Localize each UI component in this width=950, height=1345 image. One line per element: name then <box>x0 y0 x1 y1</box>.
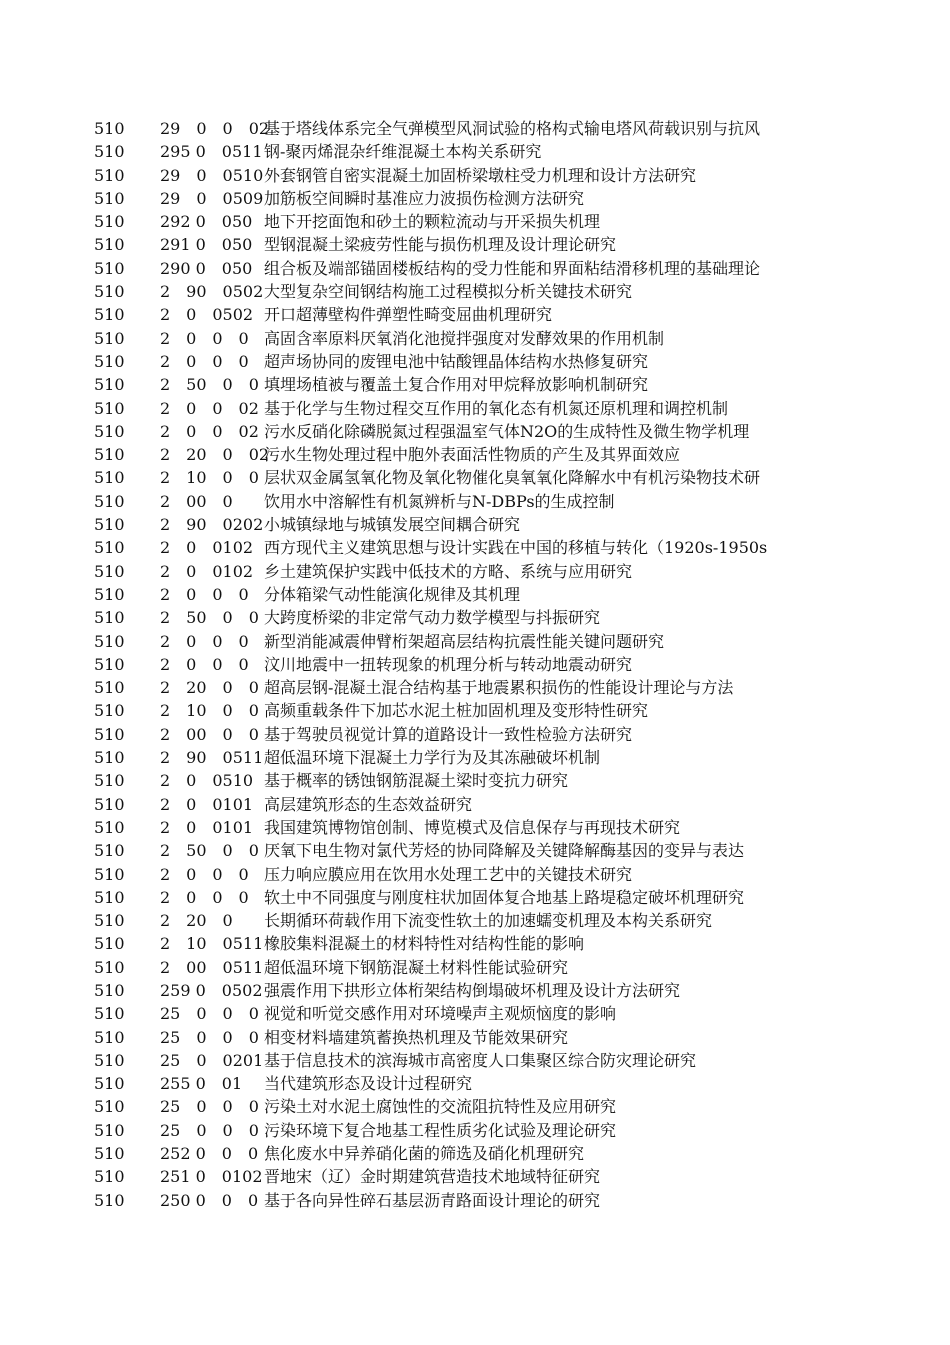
row-number: 2 0 0 02 <box>160 398 259 418</box>
row-code: 510 <box>94 538 125 558</box>
row-title: 我国建筑博物馆创制、博览模式及信息保存与再现技术研究 <box>264 817 681 837</box>
project-list <box>94 117 914 1212</box>
row-number: 2 0 0 0 <box>160 351 249 371</box>
row-number: 255 0 01 <box>160 1074 243 1094</box>
row-title: 层状双金属氢氧化物及氧化物催化臭氧氧化降解水中有机污染物技术研 <box>264 468 761 488</box>
row-code: 510 <box>94 305 125 325</box>
row-code: 510 <box>94 748 125 768</box>
list-item <box>94 466 914 489</box>
row-code: 510 <box>94 1004 125 1024</box>
list-item <box>94 560 914 583</box>
row-code: 510 <box>94 561 125 581</box>
row-title: 高频重载条件下加芯水泥土桩加固机理及变形特性研究 <box>264 701 649 721</box>
list-item <box>94 443 914 466</box>
row-title: 组合板及端部锚固楼板结构的受力性能和界面粘结滑移机理的基础理论 <box>264 258 761 278</box>
row-number: 2 0 0101 <box>160 794 254 814</box>
row-code: 510 <box>94 1097 125 1117</box>
row-code: 510 <box>94 887 125 907</box>
row-title: 当代建筑形态及设计过程研究 <box>264 1074 473 1094</box>
list-item <box>94 699 914 722</box>
row-code: 510 <box>94 817 125 837</box>
row-number: 291 0 050 <box>160 235 253 255</box>
row-code: 510 <box>94 724 125 744</box>
row-title: 大跨度桥梁的非定常气动力数学模型与抖振研究 <box>264 608 601 628</box>
list-item <box>94 187 914 210</box>
row-number: 2 10 0 0 <box>160 701 259 721</box>
list-item <box>94 513 914 536</box>
row-code: 510 <box>94 980 125 1000</box>
list-item <box>94 1165 914 1188</box>
row-title: 晋地宋（辽）金时期建筑营造技术地域特征研究 <box>264 1167 601 1187</box>
row-title: 型钢混凝土梁疲劳性能与损伤机理及设计理论研究 <box>264 235 617 255</box>
row-code: 510 <box>94 282 125 302</box>
row-number: 251 0 0102 <box>160 1167 263 1187</box>
row-code: 510 <box>94 1120 125 1140</box>
list-item <box>94 606 914 629</box>
list-item <box>94 863 914 886</box>
row-title: 钢-聚丙烯混杂纤维混凝土本构关系研究 <box>264 142 542 162</box>
row-number: 2 90 0202 <box>160 515 264 535</box>
row-number: 295 0 0511 <box>160 142 263 162</box>
row-title: 长期循环荷载作用下流变性软土的加速蠕变机理及本构关系研究 <box>264 911 713 931</box>
list-item <box>94 1142 914 1165</box>
row-code: 510 <box>94 119 125 138</box>
row-number: 250 0 0 0 <box>160 1190 259 1210</box>
row-title: 污染土对水泥土腐蚀性的交流阻抗特性及应用研究 <box>264 1097 617 1117</box>
row-title: 西方现代主义建筑思想与设计实践在中国的移植与转化（1920s-1950s <box>264 538 768 558</box>
row-number: 2 0 0 0 <box>160 887 249 907</box>
row-title: 高层建筑形态的生态效益研究 <box>264 794 473 814</box>
list-item <box>94 397 914 420</box>
list-item <box>94 117 914 140</box>
list-item <box>94 839 914 862</box>
list-item <box>94 1095 914 1118</box>
row-title: 视觉和听觉交感作用对环境噪声主观烦恼度的影响 <box>264 1004 617 1024</box>
row-title: 强震作用下拱形立体桁架结构倒塌破坏机理及设计方法研究 <box>264 980 681 1000</box>
row-number: 290 0 050 <box>160 258 253 278</box>
row-code: 510 <box>94 491 125 511</box>
list-item <box>94 1189 914 1212</box>
row-title: 超声场协同的废锂电池中钴酸锂晶体结构水热修复研究 <box>264 351 649 371</box>
row-code: 510 <box>94 142 125 162</box>
row-number: 25 0 0 0 <box>160 1027 259 1047</box>
row-code: 510 <box>94 212 125 232</box>
row-number: 25 0 0 0 <box>160 1097 259 1117</box>
row-number: 2 0 0101 <box>160 817 254 837</box>
row-title: 污染环境下复合地基工程性质劣化试验及理论研究 <box>264 1120 617 1140</box>
list-item <box>94 909 914 932</box>
list-item <box>94 1072 914 1095</box>
row-title: 外套钢管自密实混凝土加固桥梁墩柱受力机理和设计方法研究 <box>264 165 697 185</box>
list-item <box>94 1026 914 1049</box>
row-number: 2 50 0 0 <box>160 841 259 861</box>
row-number: 2 00 0 0 <box>160 724 259 744</box>
row-number: 2 0 0 0 <box>160 328 249 348</box>
row-title: 焦化废水中异养硝化菌的筛选及硝化机理研究 <box>264 1144 585 1164</box>
row-number: 29 0 0510 <box>160 165 264 185</box>
row-code: 510 <box>94 398 125 418</box>
row-title: 基于塔线体系完全气弹模型风洞试验的格构式输电塔风荷载识别与抗风 <box>264 119 761 138</box>
row-code: 510 <box>94 1167 125 1187</box>
list-item <box>94 653 914 676</box>
row-code: 510 <box>94 1074 125 1094</box>
row-number: 2 0 0102 <box>160 538 254 558</box>
row-code: 510 <box>94 421 125 441</box>
row-number: 259 0 0502 <box>160 980 263 1000</box>
row-title: 基于化学与生物过程交互作用的氧化态有机氮还原机理和调控机制 <box>264 398 729 418</box>
row-number: 2 0 0 0 <box>160 631 249 651</box>
row-title: 软土中不同强度与刚度柱状加固体复合地基上路堤稳定破坏机理研究 <box>264 887 745 907</box>
row-number: 2 0 0 0 <box>160 654 249 674</box>
row-number: 2 00 0511 <box>160 957 264 977</box>
list-item <box>94 746 914 769</box>
list-item <box>94 1049 914 1072</box>
list-item <box>94 676 914 699</box>
row-number: 2 50 0 0 <box>160 608 259 628</box>
row-code: 510 <box>94 258 125 278</box>
row-title: 基于概率的锈蚀钢筋混凝土梁时变抗力研究 <box>264 771 569 791</box>
row-number: 25 0 0201 <box>160 1050 264 1070</box>
row-number: 25 0 0 0 <box>160 1120 259 1140</box>
row-number: 2 0 0102 <box>160 561 254 581</box>
list-item <box>94 164 914 187</box>
list-item <box>94 630 914 653</box>
row-title: 地下开挖面饱和砂土的颗粒流动与开采损失机理 <box>264 212 601 232</box>
row-number: 2 20 0 <box>160 911 233 931</box>
row-number: 2 0 0 02 <box>160 421 259 441</box>
row-number: 2 10 0 0 <box>160 468 259 488</box>
row-number: 2 00 0 <box>160 491 233 511</box>
row-code: 510 <box>94 375 125 395</box>
row-code: 510 <box>94 957 125 977</box>
row-title: 新型消能减震伸臂桁架超高层结构抗震性能关键问题研究 <box>264 631 665 651</box>
list-item <box>94 257 914 280</box>
row-title: 污水反硝化除磷脱氮过程强温室气体N2O的生成特性及微生物学机理 <box>264 421 750 441</box>
list-item <box>94 956 914 979</box>
list-item <box>94 769 914 792</box>
list-item <box>94 1119 914 1142</box>
row-code: 510 <box>94 911 125 931</box>
row-number: 2 0 0502 <box>160 305 254 325</box>
row-code: 510 <box>94 1144 125 1164</box>
row-code: 510 <box>94 445 125 465</box>
row-number: 2 20 0 02 <box>160 445 270 465</box>
list-item <box>94 536 914 559</box>
row-code: 510 <box>94 515 125 535</box>
list-item <box>94 886 914 909</box>
row-title: 厌氧下电生物对氯代芳烃的协同降解及关键降解酶基因的变异与表达 <box>264 841 745 861</box>
row-number: 29 0 0509 <box>160 188 264 208</box>
row-code: 510 <box>94 631 125 651</box>
row-code: 510 <box>94 794 125 814</box>
row-title: 填埋场植被与覆盖土复合作用对甲烷释放影响机制研究 <box>264 375 649 395</box>
row-title: 分体箱梁气动性能演化规律及其机理 <box>264 584 521 604</box>
list-item <box>94 350 914 373</box>
row-title: 基于驾驶员视觉计算的道路设计一致性检验方法研究 <box>264 724 633 744</box>
row-code: 510 <box>94 654 125 674</box>
row-number: 25 0 0 0 <box>160 1004 259 1024</box>
row-title: 污水生物处理过程中胞外表面活性物质的产生及其界面效应 <box>264 445 681 465</box>
row-number: 292 0 050 <box>160 212 253 232</box>
row-number: 2 50 0 0 <box>160 375 259 395</box>
list-item <box>94 1002 914 1025</box>
list-item <box>94 280 914 303</box>
row-number: 2 0 0 0 <box>160 864 249 884</box>
row-title: 汶川地震中一扭转现象的机理分析与转动地震动研究 <box>264 654 633 674</box>
list-item <box>94 490 914 513</box>
row-number: 2 0 0510 <box>160 771 254 791</box>
row-title: 超低温环境下钢筋混凝土材料性能试验研究 <box>264 957 569 977</box>
list-item <box>94 979 914 1002</box>
row-title: 相变材料墙建筑蓄换热机理及节能效果研究 <box>264 1027 569 1047</box>
row-title: 超高层钢-混凝土混合结构基于地震累积损伤的性能设计理论与方法 <box>264 678 734 698</box>
row-code: 510 <box>94 701 125 721</box>
row-code: 510 <box>94 468 125 488</box>
row-title: 小城镇绿地与城镇发展空间耦合研究 <box>264 515 521 535</box>
row-number: 2 0 0 0 <box>160 584 249 604</box>
list-item <box>94 816 914 839</box>
list-item <box>94 140 914 163</box>
row-title: 橡胶集料混凝土的材料特性对结构性能的影响 <box>264 934 585 954</box>
row-number: 2 90 0511 <box>160 748 264 768</box>
row-code: 510 <box>94 678 125 698</box>
list-item <box>94 723 914 746</box>
row-code: 510 <box>94 351 125 371</box>
row-code: 510 <box>94 934 125 954</box>
list-item <box>94 373 914 396</box>
row-code: 510 <box>94 328 125 348</box>
row-code: 510 <box>94 608 125 628</box>
row-code: 510 <box>94 1050 125 1070</box>
row-number: 2 20 0 0 <box>160 678 259 698</box>
list-item <box>94 583 914 606</box>
row-number: 2 90 0502 <box>160 282 264 302</box>
row-number: 2 10 0511 <box>160 934 264 954</box>
list-item <box>94 420 914 443</box>
row-code: 510 <box>94 188 125 208</box>
row-title: 压力响应膜应用在饮用水处理工艺中的关键技术研究 <box>264 864 633 884</box>
row-title: 超低温环境下混凝土力学行为及其冻融破坏机制 <box>264 748 601 768</box>
row-title: 加筋板空间瞬时基准应力波损伤检测方法研究 <box>264 188 585 208</box>
row-code: 510 <box>94 235 125 255</box>
row-title: 高固含率原料厌氧消化池搅拌强度对发酵效果的作用机制 <box>264 328 665 348</box>
list-item <box>94 210 914 233</box>
row-code: 510 <box>94 864 125 884</box>
list-item <box>94 932 914 955</box>
row-code: 510 <box>94 841 125 861</box>
row-code: 510 <box>94 1190 125 1210</box>
row-title: 基于信息技术的滨海城市高密度人口集聚区综合防灾理论研究 <box>264 1050 697 1070</box>
row-title: 饮用水中溶解性有机氮辨析与N-DBPs的生成控制 <box>264 491 615 511</box>
row-code: 510 <box>94 584 125 604</box>
row-number: 29 0 0 02 <box>160 119 270 138</box>
row-code: 510 <box>94 771 125 791</box>
row-code: 510 <box>94 165 125 185</box>
row-title: 大型复杂空间钢结构施工过程模拟分析关键技术研究 <box>264 282 633 302</box>
row-title: 乡土建筑保护实践中低技术的方略、系统与应用研究 <box>264 561 633 581</box>
row-code: 510 <box>94 1027 125 1047</box>
row-title: 基于各向异性碎石基层沥青路面设计理论的研究 <box>264 1190 601 1210</box>
list-item <box>94 327 914 350</box>
list-item <box>94 233 914 256</box>
list-item <box>94 793 914 816</box>
row-number: 252 0 0 0 <box>160 1144 259 1164</box>
list-item <box>94 303 914 326</box>
row-title: 开口超薄壁构件弹塑性畸变屈曲机理研究 <box>264 305 553 325</box>
